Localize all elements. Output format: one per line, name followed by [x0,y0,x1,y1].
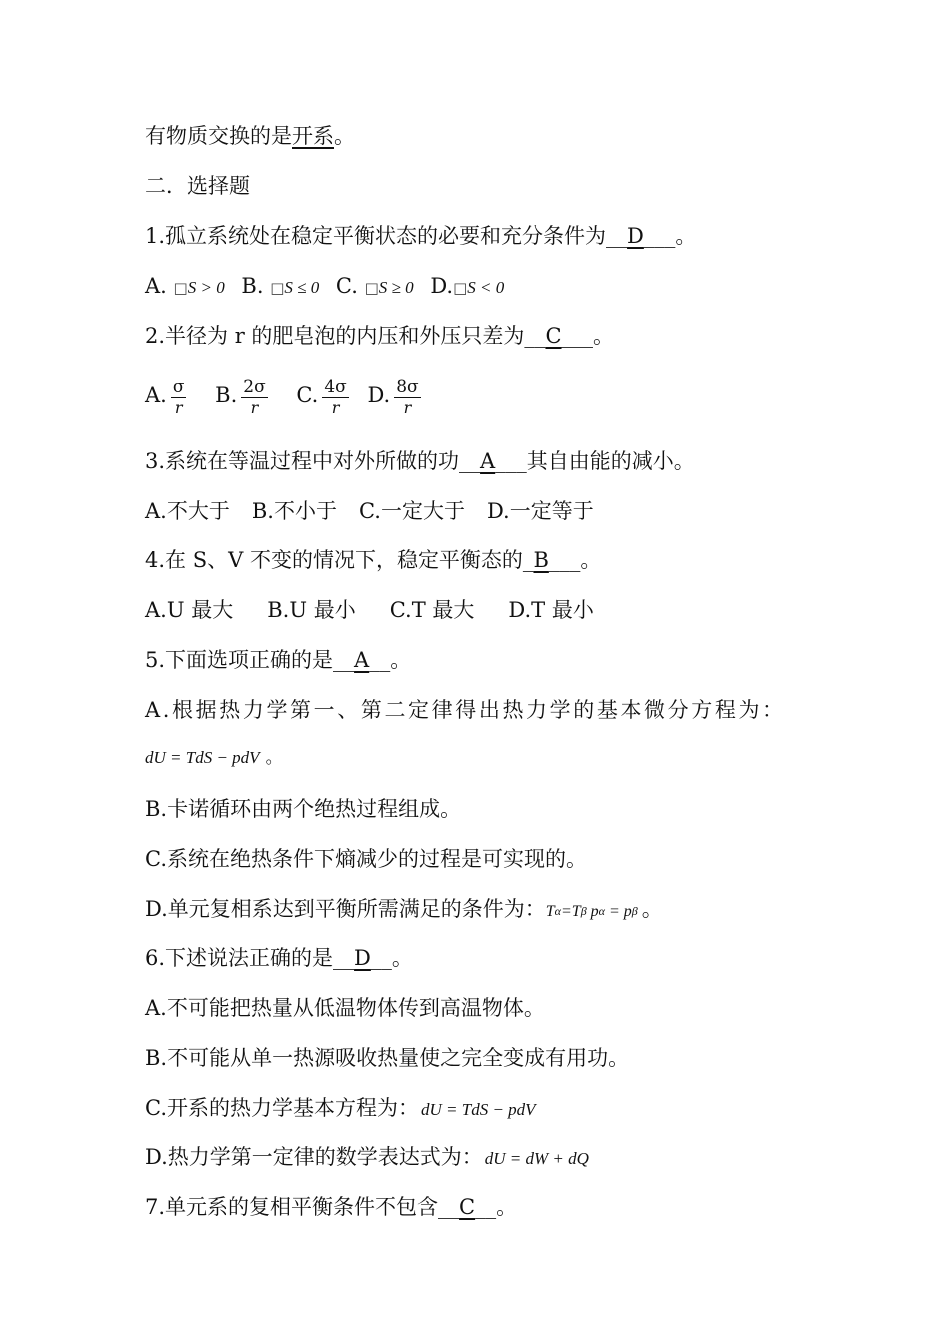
q7-prefix: 7.单元系的复相平衡条件不包含__ [145,1195,460,1219]
q6-option-c-text: C.开系的热力学基本方程为： [145,1096,419,1120]
question-5-stem [145,646,411,674]
fraction [171,377,187,418]
q1-prefix: 1.孤立系统处在稳定平衡状态的必要和充分条件为__ [145,224,628,248]
q4-option-a: A.U 最大 [145,598,234,622]
q2-prefix: 2.半径为 r 的肥皂泡的内压和外压只差为__ [145,324,546,348]
q4-option-b: B.U 最小 [267,598,356,622]
q1-option-a [145,272,225,302]
q2-suffix: ___。 [561,324,615,348]
q4-prefix: 4.在 S、V 不变的情况下，稳定平衡态的_ [145,548,534,572]
q3-answer: A [480,449,496,473]
q4-answer: B [533,548,549,572]
formula-end: 。 [265,748,283,768]
formula-sup: α [598,904,605,918]
question-3-stem [145,447,695,475]
fraction-numerator: σ [172,377,185,397]
q2-option-b [215,374,272,416]
q2-option-label: D. [367,383,391,407]
q1-answer: D [627,224,644,248]
delta-symbol-icon: □ [453,279,468,297]
fraction-denominator: r [403,398,412,417]
q5-option-b: B.卡诺循环由两个绝热过程组成。 [145,797,462,821]
fraction-numerator: 8σ [396,377,419,397]
fraction [322,377,348,418]
formula-sup: β [631,904,638,918]
question-1-stem [145,222,696,250]
fraction-denominator: r [331,398,340,417]
q5-option-a: A.根据热力学第一、第二定律得出热力学的基本微分方程为： [145,698,786,722]
q1-option-d [430,272,504,302]
q2-answer: C [545,324,562,348]
formula: dU = dW + dQ [484,1149,589,1168]
q6-option-c [145,1094,536,1124]
fraction-denominator: r [250,398,259,417]
formula: dU = TdS − pdV [421,1100,536,1119]
q2-option-a [145,374,190,416]
q5-option-a-formula [145,742,283,772]
q2-option-label: A. [145,383,167,407]
formula-part: = p [604,903,632,920]
q3-option-d: D.一定等于 [486,499,594,523]
formula-end: 。 [641,897,663,921]
q5-option-d-text: D.单元复相系达到平衡所需满足的条件为： [145,897,546,921]
q2-option-label: B. [215,383,238,407]
q6-answer: D [354,946,371,970]
q5-prefix: 5.下面选项正确的是__ [145,648,355,672]
question-2-stem [145,322,614,350]
delta-symbol-icon: □ [270,279,285,297]
fraction-numerator: 2σ [243,377,266,397]
q3-option-a: A.不大于 [145,499,230,523]
q1-option-expr: S < 0 [467,278,505,297]
q2-option-label: C. [296,383,319,407]
phase-equilibrium-formula [546,903,638,920]
question-4-stem [145,546,601,574]
q6-option-d-text: D.热力学第一定律的数学表达式为： [145,1145,483,1169]
question-3-options [145,497,594,525]
question-1-options [145,272,514,302]
q1-option-expr: S ≥ 0 [378,278,414,297]
delta-symbol-icon: □ [173,279,188,297]
delta-symbol-icon: □ [364,279,379,297]
formula-part: p [590,903,599,920]
question-7-stem [145,1193,517,1221]
formula-part: =T [560,903,581,920]
q3-option-b: B.不小于 [251,499,337,523]
q3-prefix: 3.系统在等温过程中对外所做的功__ [145,449,481,473]
q1-option-label: A. [145,274,167,298]
formula-sup: β [580,904,587,918]
q6-prefix: 6.下述说法正确的是__ [145,946,355,970]
q4-option-c: C.T 最大 [389,598,475,622]
q1-suffix: ___。 [643,224,697,248]
fraction [241,377,267,418]
q7-answer: C [459,1195,476,1219]
fraction [394,377,420,418]
q5-suffix: __。 [369,648,412,672]
q1-option-c [336,272,414,302]
question-4-options [145,596,594,624]
question-2-options [145,374,435,416]
formula: dU = TdS − pdV [145,748,260,767]
q6-option-b: B.不可能从单一热源吸收热量使之完全变成有用功。 [145,1046,630,1070]
q5-option-d [145,895,663,926]
intro-answer: 开系 [292,124,334,148]
q1-option-label: D. [430,274,454,298]
intro-line [145,122,355,150]
q7-suffix: __。 [475,1195,518,1219]
q1-option-expr: S ≤ 0 [284,278,320,297]
q1-option-label: C. [335,274,358,298]
intro-suffix: 。 [334,124,355,148]
q6-option-d [145,1143,589,1173]
q3-option-c: C.一定大于 [358,499,465,523]
q5-answer: A [354,648,370,672]
intro-text: 有物质交换的是 [145,124,292,148]
q1-option-b [241,272,319,302]
section-title: 二．选择题 [145,174,250,198]
q4-suffix: ___。 [548,548,602,572]
q2-option-c [296,374,352,416]
q4-option-d: D.T 最小 [508,598,594,622]
fraction-numerator: 4σ [324,377,347,397]
formula-sup: α [554,904,561,918]
q5-option-c: C.系统在绝热条件下熵减少的过程是可实现的。 [145,847,587,871]
q1-option-label: B. [241,274,264,298]
q2-option-d [367,374,424,416]
q6-option-a: A.不可能把热量从低温物体传到高温物体。 [145,996,545,1020]
fraction-denominator: r [174,398,183,417]
q1-option-expr: S > 0 [187,278,225,297]
formula-part: T [545,903,555,920]
q3-suffix: ___其自由能的减小。 [495,449,695,473]
q6-suffix: __。 [370,946,413,970]
question-6-stem [145,944,413,972]
